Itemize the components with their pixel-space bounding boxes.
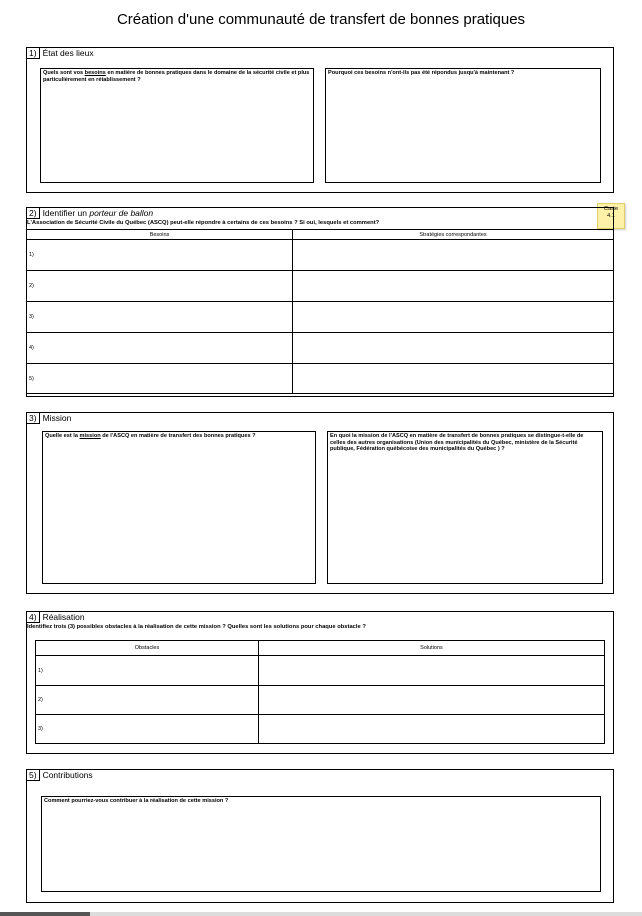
- section-number: 4): [27, 612, 40, 623]
- table-row: [27, 302, 614, 333]
- header-obstacles: Obstacles: [36, 641, 259, 656]
- solution-cell[interactable]: [259, 656, 605, 686]
- table-row: [27, 271, 614, 302]
- sticky-note-line2: 4.1: [606, 213, 616, 219]
- section-mission: [26, 412, 614, 594]
- question-text: Comment pourriez-vous contribuer à la réalisation de cette mission ?: [44, 798, 229, 804]
- section-number: 3): [27, 413, 40, 424]
- sticky-note-line1: Carte: [603, 206, 619, 212]
- row-label[interactable]: 2): [27, 271, 293, 302]
- question-text-end: de l'ASCQ en matière de transfert des bonnes pratiques ?: [100, 433, 256, 439]
- table-row: [36, 715, 605, 744]
- row-label[interactable]: 3): [36, 715, 259, 744]
- section-label: Contributions: [42, 770, 93, 780]
- section-question: Identifiez trois (3) possibles obstacles à la réalisation de cette mission ? Quelles sont les solutions pour chaque obstacle ?: [27, 624, 366, 630]
- table-row: [27, 333, 614, 364]
- strategy-cell[interactable]: [293, 364, 614, 394]
- section-question: L'Association de Sécurité Civile du Québec (ASCQ) peut-elle répondre à certains de ces besoins ? Si oui, lesquels et comment?: [27, 220, 380, 226]
- section-label: Mission: [42, 413, 72, 423]
- section-contributions: [26, 769, 614, 903]
- table-row: [27, 240, 614, 271]
- section-label: État des lieux: [42, 48, 94, 58]
- solution-cell[interactable]: [259, 715, 605, 744]
- why-unanswered-box[interactable]: [325, 68, 601, 183]
- question-text: Pourquoi ces besoins n'ont-ils pas été répondus jusqu'à maintenant ?: [328, 70, 515, 76]
- section-porteur-de-ballon: [26, 207, 614, 397]
- section-heading: [27, 770, 93, 780]
- section-number: 5): [27, 770, 40, 781]
- contribution-answer-box[interactable]: [41, 796, 601, 892]
- page-title: Création d'une communauté de transfert de bonnes pratiques: [116, 11, 526, 28]
- question-keyword: mission: [79, 433, 101, 439]
- obstacles-solutions-table: [35, 640, 605, 744]
- strategy-cell[interactable]: [293, 240, 614, 271]
- solution-cell[interactable]: [259, 686, 605, 715]
- row-label[interactable]: 1): [27, 240, 293, 271]
- table-row: [36, 686, 605, 715]
- row-label[interactable]: 1): [36, 656, 259, 686]
- section-heading: [27, 612, 85, 622]
- question-keyword: besoins: [84, 70, 106, 76]
- section-label: Identifier un: [42, 208, 90, 218]
- header-besoins: Besoins: [27, 230, 293, 240]
- question-text-end: en matière de bonnes pratiques dans le domaine de la sécurité civile et plus particulièrement en rétablissement ?: [43, 70, 310, 83]
- section-heading: [27, 48, 94, 58]
- table-row: [36, 656, 605, 686]
- table-header-row: [27, 230, 614, 240]
- section-realisation: [26, 611, 614, 754]
- row-label[interactable]: 5): [27, 364, 293, 394]
- section-label: Réalisation: [42, 612, 85, 622]
- mission-distinction-box[interactable]: [327, 431, 603, 584]
- strategy-cell[interactable]: [293, 333, 614, 364]
- section-heading: [27, 413, 71, 423]
- bottom-scroll-track: [0, 912, 642, 916]
- section-heading: [27, 208, 153, 218]
- table-row: [27, 364, 614, 394]
- question-text: En quoi la mission de l'ASCQ en matière de transfert de bonnes pratiques se distingue-t-elle de celles des autres organisations (Union des municipalités du Québec, ministère de la Sécurité publique, Fédération québécoise des municipalités du Québec ) ?: [330, 433, 584, 452]
- question-text: Quels sont vos: [43, 70, 85, 76]
- section-number: 2): [27, 208, 40, 219]
- needs-strategies-table: [26, 229, 614, 394]
- row-label[interactable]: 4): [27, 333, 293, 364]
- strategy-cell[interactable]: [293, 302, 614, 333]
- section-etat-des-lieux: [26, 47, 614, 193]
- row-label[interactable]: 2): [36, 686, 259, 715]
- row-label[interactable]: 3): [27, 302, 293, 333]
- section-number: 1): [27, 48, 40, 59]
- header-solutions: Solutions: [259, 641, 605, 656]
- table-header-row: [36, 641, 605, 656]
- section-label-italic: porteur de ballon: [89, 208, 154, 218]
- strategy-cell[interactable]: [293, 271, 614, 302]
- bottom-scroll-thumb[interactable]: [0, 912, 90, 916]
- header-strategies: Stratégies correspondantes: [293, 230, 614, 240]
- mission-answer-box[interactable]: [42, 431, 316, 584]
- needs-answer-box[interactable]: [40, 68, 314, 183]
- question-text: Quelle est la: [45, 433, 80, 439]
